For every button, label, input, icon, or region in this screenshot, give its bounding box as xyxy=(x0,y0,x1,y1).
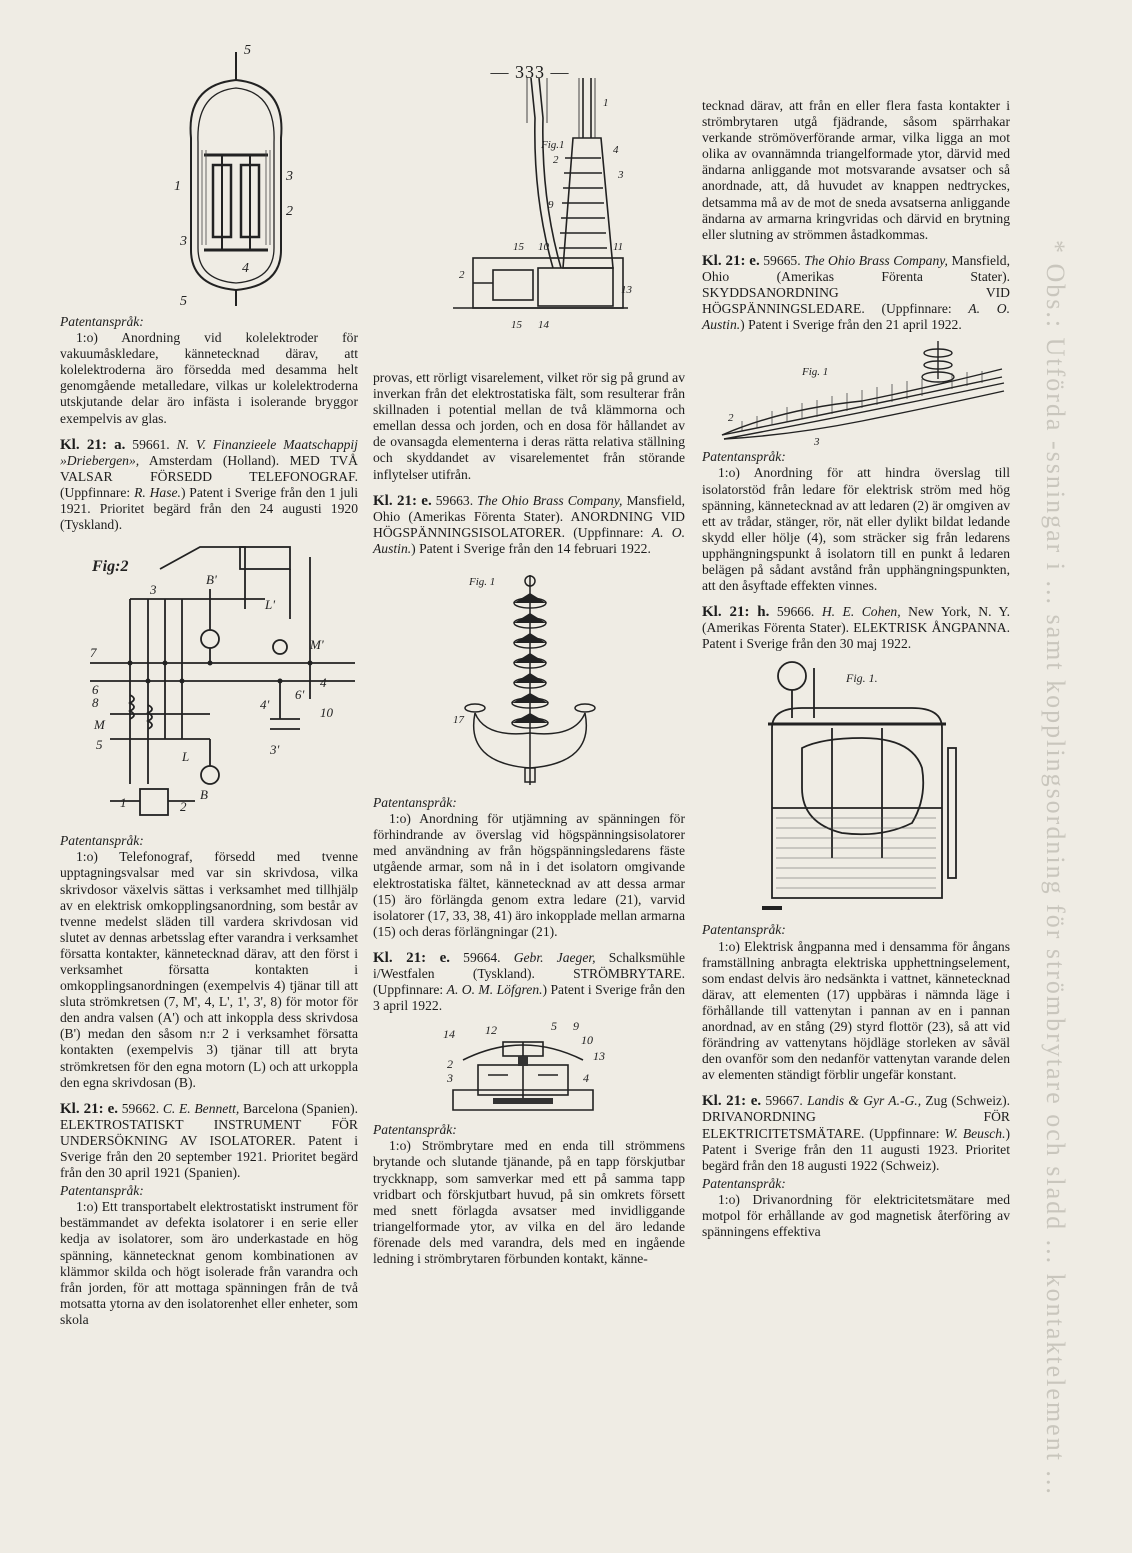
entry-tail: ) Patent i Sverige från den 3 april 1922. xyxy=(373,982,685,1014)
claim-heading: Patentanspråk: xyxy=(60,314,144,329)
fig-switch-label: 14 xyxy=(443,1027,455,1042)
side-text: * Obs.: Utförda -ssningar i ... samt kopplingsordning för strömbrytare och sladd ... kontaktelement ... xyxy=(1041,240,1070,1496)
figure-electrode xyxy=(156,40,316,312)
column-2 xyxy=(373,40,685,1267)
claim-heading: Patentanspråk: xyxy=(373,1122,457,1138)
column-1 xyxy=(60,40,358,1328)
patent-number: 59664. xyxy=(463,949,501,965)
patent-entry-59665 xyxy=(702,253,1010,333)
fig-conductor-label: 3 xyxy=(814,436,820,448)
applicant: N. V. Finanzieele Maatschappij »Driebergen», xyxy=(60,436,358,468)
claim-text: 1:o) Anordning för att hindra överslag till isolatorstöd från ledare för elektrisk ström med hög spänning, kännetecknad av att ledaren (2) är omgiven av ett av trådar, stänger, rör, nät eller dylikt bildat ledande skydd eller hölje (4), som sträcker sig från ledarens upphängningspunkt å isolatorn till en punkt å ledaren belägen på sådant avstånd från upphängningspunkten, att den åsyftade effekten vinnes. xyxy=(702,465,1010,594)
fig-instrument-label: 9 xyxy=(548,199,554,211)
figure-telefonograf-drawing xyxy=(70,539,360,831)
fig2-label: 4' xyxy=(260,697,270,713)
fig-instrument-label: 13 xyxy=(621,284,632,296)
fig-electrode-label: 4 xyxy=(242,261,249,276)
fig-electrode-label: 2 xyxy=(286,204,293,219)
fig-instrument-label: 3 xyxy=(618,169,624,181)
inventor: A. O. Austin. xyxy=(702,301,1010,333)
claim-heading: Patentanspråk: xyxy=(373,795,457,811)
fig-instrument-label: 1 xyxy=(603,97,609,109)
patent-number: 59666. xyxy=(776,604,815,620)
figure-electrode-drawing xyxy=(156,40,316,312)
fig-instrument-label: 10 xyxy=(538,241,549,253)
applicant: The Ohio Brass Company, xyxy=(804,252,948,268)
entry-text: Zug (Schweiz). DRIVANORDNING FÖR ELEKTRICITETSMÄTARE. (Uppfinnare: xyxy=(702,1093,1010,1141)
fig-electrode-label: 3 xyxy=(286,169,293,184)
fig-switch-label: 10 xyxy=(581,1033,593,1048)
figure-insulator-chain xyxy=(445,563,615,793)
fig2-title: Fig:2 xyxy=(92,558,129,576)
continued-text: tecknad därav, att från en eller flera fasta kontakter i strömbrytaren utgå fjädrande, såsom spärrhakar verkande strömöverförande armar, vilka ligga an mot olika av ovannämnda triangelformade ytor, därvid med ändarna anliggande mot motsvarande avsatser och så anordnade, att, då huvudet av knappen nedtryckes, detsamma må av de mot de sneda avsatserna anliggande ändarna av armarna kringvridas och därvid en brytning eller slutning av strömmen åstadkommas. xyxy=(702,98,1010,242)
page-number: — 333 — xyxy=(490,62,570,82)
claim-text: 1:o) Anordning för utjämning av spänningen för förhindrande av överslag vid högspänningsisolatorer med användning av från högspänningsledarens fäste utgående armar, som nå in i det isolatorn omgivande elektrostatiska fältet, kännetecknad av att dessa armar (15) äro förlängda genom extra ledare (21), varvid isolatorer (17, 33, 38, 41) äro inkopplade mellan armarna (15) och deras förlängningar (21). xyxy=(373,811,685,939)
claim-text: 1:o) Ett transportabelt elektrostatiskt instrument för bestämmandet av defekta isolatorer i en serie eller kedja av isolatorer, som äro underkastade en hög spänning, kännetecknat genom kombinationen av klämmor skilda och högt isolerade från varandra och från jorden, för att mottaga spänningen från de två motsatta ytorna av den isolatorenhet eller enheter, som skola xyxy=(60,1199,358,1327)
fig2-label: M xyxy=(94,717,105,733)
fig2-label: 6 xyxy=(92,682,99,698)
fig-instrument-label: 15 xyxy=(511,319,522,331)
fig-switch-label: 13 xyxy=(593,1049,605,1064)
patent-number: 59663. xyxy=(435,492,474,508)
continued-text: provas, ett rörligt visarelement, vilket rör sig på grund av inverkan från det elektrostatiska fält, som resulterar från skillnaden i potential mellan de två klämmorna och emellan dessa och jorden, och en dosa för hållandet av de ovansagda elementerna i deras rätta relativa ställning och skyddandet av visarelementet från störande inflytelser utifrån. xyxy=(373,370,685,482)
patent-entry-59661 xyxy=(60,437,358,534)
fig-switch-label: 3 xyxy=(447,1071,453,1086)
class-label: Kl. 21: e. xyxy=(373,949,450,966)
fig2-label: 6' xyxy=(295,687,305,703)
patent-entry-59667 xyxy=(702,1093,1010,1173)
fig-instrument-label: 2 xyxy=(553,154,559,166)
applicant: H. E. Cohen, xyxy=(821,604,901,620)
figure-switch xyxy=(433,1020,613,1120)
claim-heading: Patentanspråk: xyxy=(60,833,144,849)
applicant: The Ohio Brass Company, xyxy=(477,492,623,508)
claim-text: 1:o) Strömbrytare med en enda till strömmens brytande och slutande tjänande, på en tapp förskjutbar tryckknapp, som samverkar med ett på samma tapp vridbart och förskjutbart huvud, på sin omkrets försett med snett förlagda avsatser med invidliggande triangelformade ytor, av vilka en del äro ledande förenade dels med varandra, dels med en ingående ledning i strömbrytaren förbunden kontakt, känne- xyxy=(373,1138,685,1266)
entry-tail: ) Patent i Sverige från den 14 februari 1922. xyxy=(411,540,651,556)
fig-switch-label: 12 xyxy=(485,1023,497,1038)
column-3 xyxy=(702,40,1010,1240)
fig2-label: L' xyxy=(265,597,276,613)
fig-instrument-label: 14 xyxy=(538,319,549,331)
class-label: Kl. 21: e. xyxy=(702,252,760,269)
entry-text: Barcelona (Spanien). ELEKTROSTATISKT INSTRUMENT FÖR UNDERSÖKNING AV ISOLATORER. Patent i Sverige från den 20 september 1921. Prioritet begärd från den 30 april 1921 (Spanien). xyxy=(60,1100,358,1181)
figure-instrument-drawing xyxy=(453,78,633,362)
applicant: C. E. Bennett, xyxy=(162,1100,240,1116)
fig-boiler-title: Fig. 1. xyxy=(846,671,878,686)
class-label: Kl. 21: e. xyxy=(60,1100,119,1117)
patent-number: 59662. xyxy=(121,1100,160,1116)
claim-text: 1:o) Drivanordning för elektricitetsmätare med motpol för erhållande av god magnetisk återföring av spänningens effektiva xyxy=(702,1191,1010,1240)
class-label: Kl. 21: e. xyxy=(373,492,432,509)
fig2-label: 10 xyxy=(320,705,333,721)
entry-tail: ) Patent i Sverige från den 11 augusti 1923. Prioritet begärd från den 18 augusti 1922 (Schweiz). xyxy=(702,1125,1011,1173)
fig-conductor-label: 2 xyxy=(728,412,734,425)
class-label: Kl. 21: a. xyxy=(60,436,126,453)
inventor: A. O. M. Löfgren. xyxy=(446,982,543,998)
fig-switch-label: 5 xyxy=(551,1020,557,1034)
class-label: Kl. 21: h. xyxy=(702,604,770,621)
fig-instrument-label: 2 xyxy=(459,269,465,281)
inventor: R. Hase. xyxy=(134,484,181,500)
entry-text: New York, N. Y. (Amerikas Förenta Stater). ELEKTRISK ÅNGPANNA. Patent i Sverige från den 30 maj 1922. xyxy=(702,604,1010,652)
patent-number: 59665. xyxy=(763,252,801,268)
entry-text: Mansfield, Ohio (Amerikas Förenta Stater). SKYDDSANORDNING VID HÖGSPÄNNINGSLEDARE. (Uppfinnare: xyxy=(702,252,1010,317)
figure-boiler-drawing xyxy=(762,658,962,920)
patent-entry-59663 xyxy=(373,493,685,557)
entry-text: Mansfield, Ohio (Amerikas Förenta Stater). ANORDNING VID HÖGSPÄNNINGSISOLATORER. (Uppfinnare: xyxy=(373,492,685,540)
fig-instrument-label: 15 xyxy=(513,241,524,253)
entry-tail: ) Patent i Sverige från den 21 april 1922. xyxy=(740,317,962,333)
figure-conductor-drawing xyxy=(702,339,1010,447)
fig-switch-label: 4 xyxy=(583,1071,589,1086)
fig-instrument-label: 4 xyxy=(613,144,619,156)
fig2-label: B' xyxy=(206,572,217,588)
patent-number: 59667. xyxy=(765,1093,803,1109)
patent-entry-59662 xyxy=(60,1101,358,1181)
inventor: W. Beusch. xyxy=(944,1125,1006,1141)
entry-text: Schalksmühle i/Westfalen (Tyskland). STRÖMBRYTARE. (Uppfinnare: xyxy=(373,949,685,998)
figure-conductor xyxy=(702,339,1010,447)
fig-instrument-label: 11 xyxy=(613,241,624,253)
fig2-label: 8 xyxy=(92,695,99,711)
patent-number: 59661. xyxy=(132,436,170,452)
fig1-title: Fig.1 xyxy=(541,139,565,151)
fig-chain-title: Fig. 1 xyxy=(469,576,496,589)
claim-text: 1:o) Anordning vid kolelektroder för vakuumåskledare, kännetecknad därav, att kolelektroderna äro försedda med desamma helt genomgående metalledare, vilkas ur kolelektroderna utskjutande delar äro infästa i isolerande bryggor exempelvis av glas. xyxy=(60,330,358,426)
applicant: Gebr. Jaeger, xyxy=(513,949,596,965)
figure-instrument xyxy=(453,78,633,362)
claim-heading: Patentanspråk: xyxy=(702,449,786,465)
patent-entry-59664 xyxy=(373,950,685,1014)
fig-conductor-title: Fig. 1 xyxy=(802,366,829,379)
inventor: A. O. Austin. xyxy=(373,524,685,556)
fig2-label: 5 xyxy=(96,737,103,753)
fig-electrode-label: 3 xyxy=(180,234,187,249)
fig2-label: 2 xyxy=(180,799,187,815)
entry-tail: ) Patent i Sverige från den 1 juli 1921. Prioritet begärd från den 24 augusti 1920 (Tyskland). xyxy=(60,484,359,533)
figure-insulator-chain-drawing xyxy=(445,563,615,793)
fig2-label: 3' xyxy=(270,742,280,758)
applicant: Landis & Gyr A.-G., xyxy=(807,1093,922,1109)
fig-switch-label: 2 xyxy=(447,1057,453,1072)
figure-telefonograf xyxy=(70,539,360,831)
fig-electrode-label: 1 xyxy=(174,179,181,194)
fig-electrode-label: 5 xyxy=(244,43,251,58)
fig-switch-label: 9 xyxy=(573,1020,579,1034)
class-label: Kl. 21: e. xyxy=(702,1093,762,1110)
claim-text: 1:o) Elektrisk ångpanna med i densamma för ångans framställning anbragta elektriska upphettningselement, som endast delvis äro nedsänkta i vattnet, kännetecknad därav, att elementen (17) uppbäras i nämnda läge i förhållande till vattenytan i pannan av en i pannan anordnad, av en stång (29) styrd flottör (23), så att vid förändring av vattenytans höjdläge storleken av såväl den ovanför som den nedanför vattenytan varande delen av elementen ständigt förblir ungefär konstant. xyxy=(702,938,1010,1083)
figure-boiler xyxy=(762,658,962,920)
claim-heading: Patentanspråk: xyxy=(60,1183,144,1199)
claim-heading: Patentanspråk: xyxy=(702,922,786,938)
fig2-label: B xyxy=(200,787,208,803)
fig2-label: M' xyxy=(310,637,324,653)
claim-text: 1:o) Telefonograf, försedd med tvenne upptagningsvalsar med var sin skrivdosa, vilka skrivdosor växelvis sättas i verksamhet med tillhjälp av en elektrisk omkopplingsanordning, som består av tvenne medelst släden till vardera skrivdosan vid slutet av dennas arbetsslag efter varandra i verksamhet försatta kontakter, kännetecknad därav, att den först i verksamhet försatta kontakten i omkopplingsanordningen (exempelvis 4) tjänar till att sluta strömkretsen (7, M', 4, L', 1', 3', 8) för motor för den andra valsen (A') och att inkoppla dess skrivdosa (B') medan den såsom n:r 2 i verksamhet försatta kontakten (exempelvis 3) tjänar till att bryta strömkretsen för den egna motorn (L) och att urkoppla den egna skrivdosan (B). xyxy=(60,849,358,1090)
figure-switch-drawing xyxy=(433,1020,613,1120)
fig-electrode-label: 5 xyxy=(180,294,187,309)
fig2-label: L xyxy=(182,749,190,765)
claim-heading: Patentanspråk: xyxy=(702,1175,786,1191)
fig2-label: 3 xyxy=(150,582,157,598)
fig2-label: 1 xyxy=(120,795,127,811)
fig-chain-label: 17 xyxy=(453,714,464,727)
patent-entry-59666 xyxy=(702,604,1010,652)
fig2-label: 4 xyxy=(320,675,327,691)
fig2-label: 7 xyxy=(90,645,97,661)
entry-text: Amsterdam (Holland). MED TVÅ VALSAR FÖRSEDD TELEFONOGRAF. (Uppfinnare: xyxy=(60,452,359,500)
